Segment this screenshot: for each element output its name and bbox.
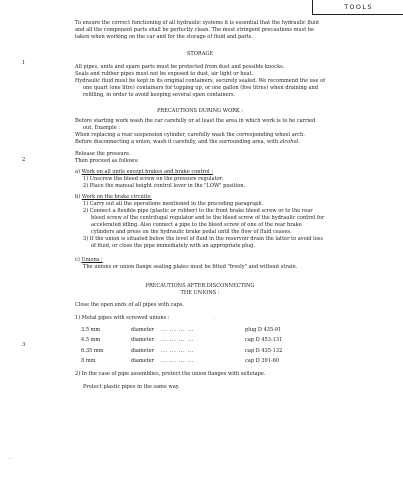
pipe-diameter: 6.35 mm (81, 347, 104, 354)
storage-paragraph: Hydraulic fluid must be kept in its original containers, securely sealed. We recommend the use of one quart (one litre) containers for topping up, or one gallon (five litres) when draining and refilling, in order to avoid keeping several open containers. (75, 78, 326, 98)
pipe-diameter-label: diameter (131, 347, 155, 354)
part-number: plug D 435-91 (245, 326, 282, 333)
section-c-title-text: Unions : (81, 257, 103, 263)
table-row (81, 325, 282, 336)
intro-paragraph: To ensure the correct functioning of all hydraulic systems it is essential that the hydraulic fluid and all the component parts shall be perfectly clean. The most stringent precautions must be taken when working on the car and for the storage of fluid and parts. (75, 20, 319, 40)
part-number: cap D 453-131 (245, 337, 283, 344)
leader-dots: ... ... ... ... (161, 347, 195, 354)
unions-paragraph: The unions or union flange sealing plates must be fitted "freely" and without strain. (83, 264, 298, 270)
plastic-pipes-note: Protect plastic pipes in the same way. (83, 384, 180, 390)
precaution-paragraph (75, 139, 325, 146)
precaution-text: Before disconnecting a union, wash it carefully, and the surrounding area, with (75, 139, 279, 145)
section-a-title-text: Work on all units except brakes and brake control : (81, 169, 213, 175)
leader-dots: ... ... ... ... (161, 326, 195, 333)
section-b-label: b) (75, 194, 81, 200)
pipe-diameter-label: diameter (131, 358, 155, 365)
storage-paragraph: All pipes, units and spare parts must be protected from dust and possible knocks. (75, 64, 285, 70)
part-number: cap D 391-60 (245, 358, 280, 365)
leader-dots: ... ... ... ... (161, 358, 195, 365)
part-number: cap D 435-132 (245, 347, 283, 354)
after-disconnecting-heading: PRECAUTIONS AFTER DISCONNECTING (145, 283, 255, 289)
margin-number-1: 1 (22, 60, 26, 66)
pipe-caps-table (81, 325, 282, 367)
pipe-diameter-label: diameter (131, 326, 155, 333)
caps-instruction: Close the open ends of all pipes with caps. (75, 302, 185, 308)
stray-mark: · · (8, 456, 13, 462)
precautions-heading: PRECAUTIONS DURING WORK : (157, 108, 243, 114)
pipe-diameter: 3.5 mm (81, 326, 101, 333)
metal-pipes-item: 1) Metal pipes with screwed unions : (75, 315, 170, 321)
margin-number-2: 2 (22, 157, 26, 163)
leader-dots: ... ... ... ... (161, 337, 195, 344)
table-row (81, 357, 282, 368)
precaution-paragraph: Before starting work wash the car carefully or at least the area in which work is to be carried out. Example : (75, 118, 316, 131)
section-a-label: a) (75, 169, 80, 175)
step-item: 2) Place the manual height control lever in the "LOW" position. (83, 183, 246, 189)
page-content (75, 20, 325, 391)
section-tab: TOOLS (312, 0, 403, 15)
after-disconnecting-heading: THE UNIONS : (180, 290, 220, 296)
section-b-title (75, 194, 325, 201)
step-item: 3) If the union is situated below the level of fluid in the reservoir drain the latter to avoid loss of fluid, or close the pipe immediately with an appropriate plug. (83, 236, 323, 249)
section-c-label: c) (75, 257, 80, 263)
pipe-assemblies-item: 2) In the case of pipe assemblies, protect the union flanges with sellotape. (75, 371, 266, 377)
table-row (81, 336, 282, 347)
storage-heading: STORAGE (186, 51, 214, 57)
stray-mark: · (214, 316, 216, 322)
step-item: 1) Carry out all the operations mentioned in the preceding paragraph. (83, 201, 264, 207)
emphasis-alcohol: alcohol. (279, 139, 300, 145)
section-a-title (75, 169, 325, 176)
precaution-paragraph: When replacing a rear suspension cylinder, carefully wash the corresponding wheel arch. (75, 132, 305, 138)
section-c-title (75, 257, 325, 264)
release-line: Release the pressure. (75, 151, 131, 157)
release-line: Then proceed as follows: (75, 158, 139, 164)
margin-number-3: 3 (22, 342, 26, 348)
table-row (81, 346, 282, 357)
pipe-diameter: 8 mm (81, 358, 96, 365)
step-item: 2) Connect a flexible pipe (plastic or rubber) to the front brake bleed screw or to the rear bleed screw of the centrifugal regulator and to the bleed screw of the hydraulic control for accelerated idling. Also connect a pipe to the bleed screw of one of the rear brake cylinders and press on the hydraulic brake pedal until the flow of fluid ceases. (83, 208, 325, 235)
pipe-diameter-label: diameter (131, 337, 155, 344)
pipe-diameter: 4.5 mm (81, 337, 101, 344)
step-item: 1) Unscrew the bleed screw on the pressure regulator. (83, 176, 224, 182)
section-b-title-text: Work on the brake circuits: (81, 194, 152, 200)
storage-paragraph: Seals and rubber pipes must not be exposed to dust, air light or heat. (75, 71, 254, 77)
